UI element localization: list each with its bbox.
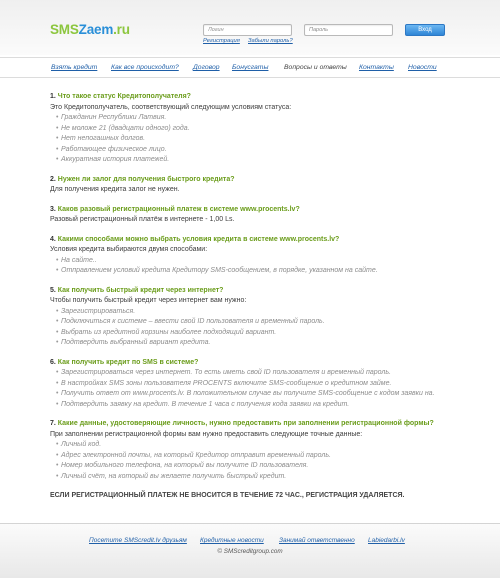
list-item: • На сайте.. <box>50 256 470 267</box>
question-number: 4. <box>50 235 56 243</box>
list-item: • Гражданин Республики Латвия. <box>50 113 470 124</box>
register-link[interactable]: Регистрация <box>203 38 240 44</box>
faq-answer-intro: Условия кредита выбираются двумя способами: <box>50 246 208 253</box>
question-number: 6. <box>50 358 56 366</box>
footer-link-credit-news[interactable]: Кредитные новости <box>200 537 264 544</box>
list-item: • Адрес электронной почты, на который Кредитор отправит временный пароль. <box>50 451 470 462</box>
faq-answer-list <box>50 307 470 349</box>
password-input[interactable] <box>304 24 393 36</box>
nav-item-bonuses[interactable]: Бонусгаты <box>232 64 269 71</box>
logo-part-zaem: Zaem <box>78 22 114 37</box>
faq-item-3 <box>50 205 470 226</box>
faq-item-7 <box>50 419 470 482</box>
list-item: • Номер мобильного телефона, на который вы получите ID пользователя. <box>50 461 470 472</box>
faq-answer-list <box>50 368 470 410</box>
list-item: • Подтвердить заявку на кредит. В течение 1 часа с получения кода заявки на кредит. <box>50 400 470 411</box>
site-logo[interactable] <box>50 22 130 37</box>
nav-item-how-it-works[interactable]: Как все происходит? <box>111 64 179 71</box>
faq-answer-intro: Чтобы получить быстрый кредит через интернет вам нужно: <box>50 297 247 304</box>
list-item: • Зарегистрироваться. <box>50 307 470 318</box>
question-text: Какие данные, удостоверяющие личность, нужно предоставить при заполнении регистрационной формы? <box>57 420 434 427</box>
faq-question <box>50 92 470 103</box>
faq-item-5 <box>50 286 470 349</box>
question-number: 3. <box>50 205 56 213</box>
question-text: Какими способами можно выбрать условия кредита в системе www.procents.lv? <box>57 235 340 243</box>
registration-notice: ЕСЛИ РЕГИСТРАЦИОННЫЙ ПЛАТЕЖ НЕ ВНОСИТСЯ В ТЕЧЕНИЕ 72 ЧАС., РЕГИСТРАЦИЯ УДАЛЯЕТСЯ. <box>50 492 405 499</box>
list-item: • Выбрать из кредитной корзины наиболее подходящий вариант. <box>50 328 470 339</box>
login-button[interactable]: Вход <box>405 24 445 36</box>
list-item: • Подтвердить выбранный вариант кредита. <box>50 338 470 349</box>
footer <box>0 523 500 578</box>
list-item: • В настройках SMS зоны пользователя PROCENTS включите SMS-сообщение о кредитном займе. <box>50 379 470 390</box>
faq-answer-list <box>50 440 470 482</box>
list-item: • Зарегистрироваться через интернет. То есть иметь свой ID пользователя и временный пароль. <box>50 368 470 379</box>
faq-item-6 <box>50 358 470 411</box>
footer-link-recommend[interactable]: Посетите SMScredit.lv друзьям <box>89 537 187 544</box>
login-input[interactable] <box>203 24 292 36</box>
list-item: • Личный счёт, на который вы желаете получить быстрый кредит. <box>50 472 470 483</box>
main-nav <box>0 57 500 78</box>
forgot-password-link[interactable]: Забыли пароль? <box>248 38 293 44</box>
question-text: Каков разовый регистрационный платеж в системе www.procents.lv? <box>57 205 300 213</box>
faq-item-4 <box>50 235 470 277</box>
faq-answer-intro: При заполнении регистрационной формы вам нужно предоставить следующие точные данные: <box>50 430 363 438</box>
faq-answer-list <box>50 113 470 166</box>
list-item: • Получить ответ от www.procents.lv. В положительном случае вы получите SMS-сообщение с кодом заявки на. <box>50 389 470 400</box>
question-number: 1. <box>50 93 56 100</box>
question-text: Что такое статус Кредитополучателя? <box>57 93 191 100</box>
faq-item-1 <box>50 92 470 166</box>
faq-answer-list <box>50 256 470 277</box>
question-text: Нужен ли залог для получения быстрого кредита? <box>57 175 235 183</box>
faq-question <box>50 235 470 246</box>
faq-answer-intro: Это Кредитополучатель, соответствующий следующим условиям статуса: <box>50 103 292 111</box>
footer-link-borrow-responsibly[interactable]: Занимай ответственно <box>279 537 355 544</box>
question-number: 2. <box>50 175 56 183</box>
faq-question <box>50 419 470 430</box>
question-text: Как получить быстрый кредит через интернет? <box>57 286 224 294</box>
list-item: • Аккуратная история платежей. <box>50 155 470 166</box>
list-item: • Нет непогашных долгов. <box>50 134 470 145</box>
faq-answer-intro: Разовый регистрационный платёж в интернете - 1,00 Ls. <box>50 216 235 223</box>
nav-item-contacts[interactable]: Контакты <box>359 64 394 71</box>
nav-item-take-credit[interactable]: Взять кредит <box>51 64 98 71</box>
nav-item-faq[interactable]: Вопросы и ответы <box>284 64 347 71</box>
logo-part-domain: .ru <box>113 22 130 37</box>
question-text: Как получить кредит по SMS в системе? <box>57 358 199 366</box>
faq-question <box>50 286 470 297</box>
nav-item-contract[interactable]: Договор <box>193 64 220 71</box>
faq-question <box>50 358 470 369</box>
list-item: • Не моложе 21 (двадцати одного) года. <box>50 124 470 135</box>
faq-answer-intro: Для получения кредита залог не нужен. <box>50 186 180 193</box>
header <box>0 0 500 55</box>
faq-content <box>50 92 470 502</box>
faq-item-2 <box>50 175 470 196</box>
copyright: © SMScreditgroup.com <box>217 548 283 555</box>
list-item: • Подключиться к системе – ввести свой ID пользователя и временный пароль. <box>50 317 470 328</box>
footer-link-labiedarbi[interactable]: Labiedarbi.lv <box>368 537 405 544</box>
question-number: 7. <box>50 420 56 427</box>
faq-question <box>50 175 470 186</box>
list-item: • Работающее физическое лицо. <box>50 145 470 156</box>
faq-question <box>50 205 470 216</box>
logo-part-sms: SMS <box>50 22 79 37</box>
list-item: • Личный код. <box>50 440 470 451</box>
question-number: 5. <box>50 286 56 294</box>
list-item: • Отправлением условий кредита Кредитору SMS-сообщением, в порядке, указанном на сайте. <box>50 266 470 277</box>
nav-item-news[interactable]: Новости <box>408 64 437 71</box>
